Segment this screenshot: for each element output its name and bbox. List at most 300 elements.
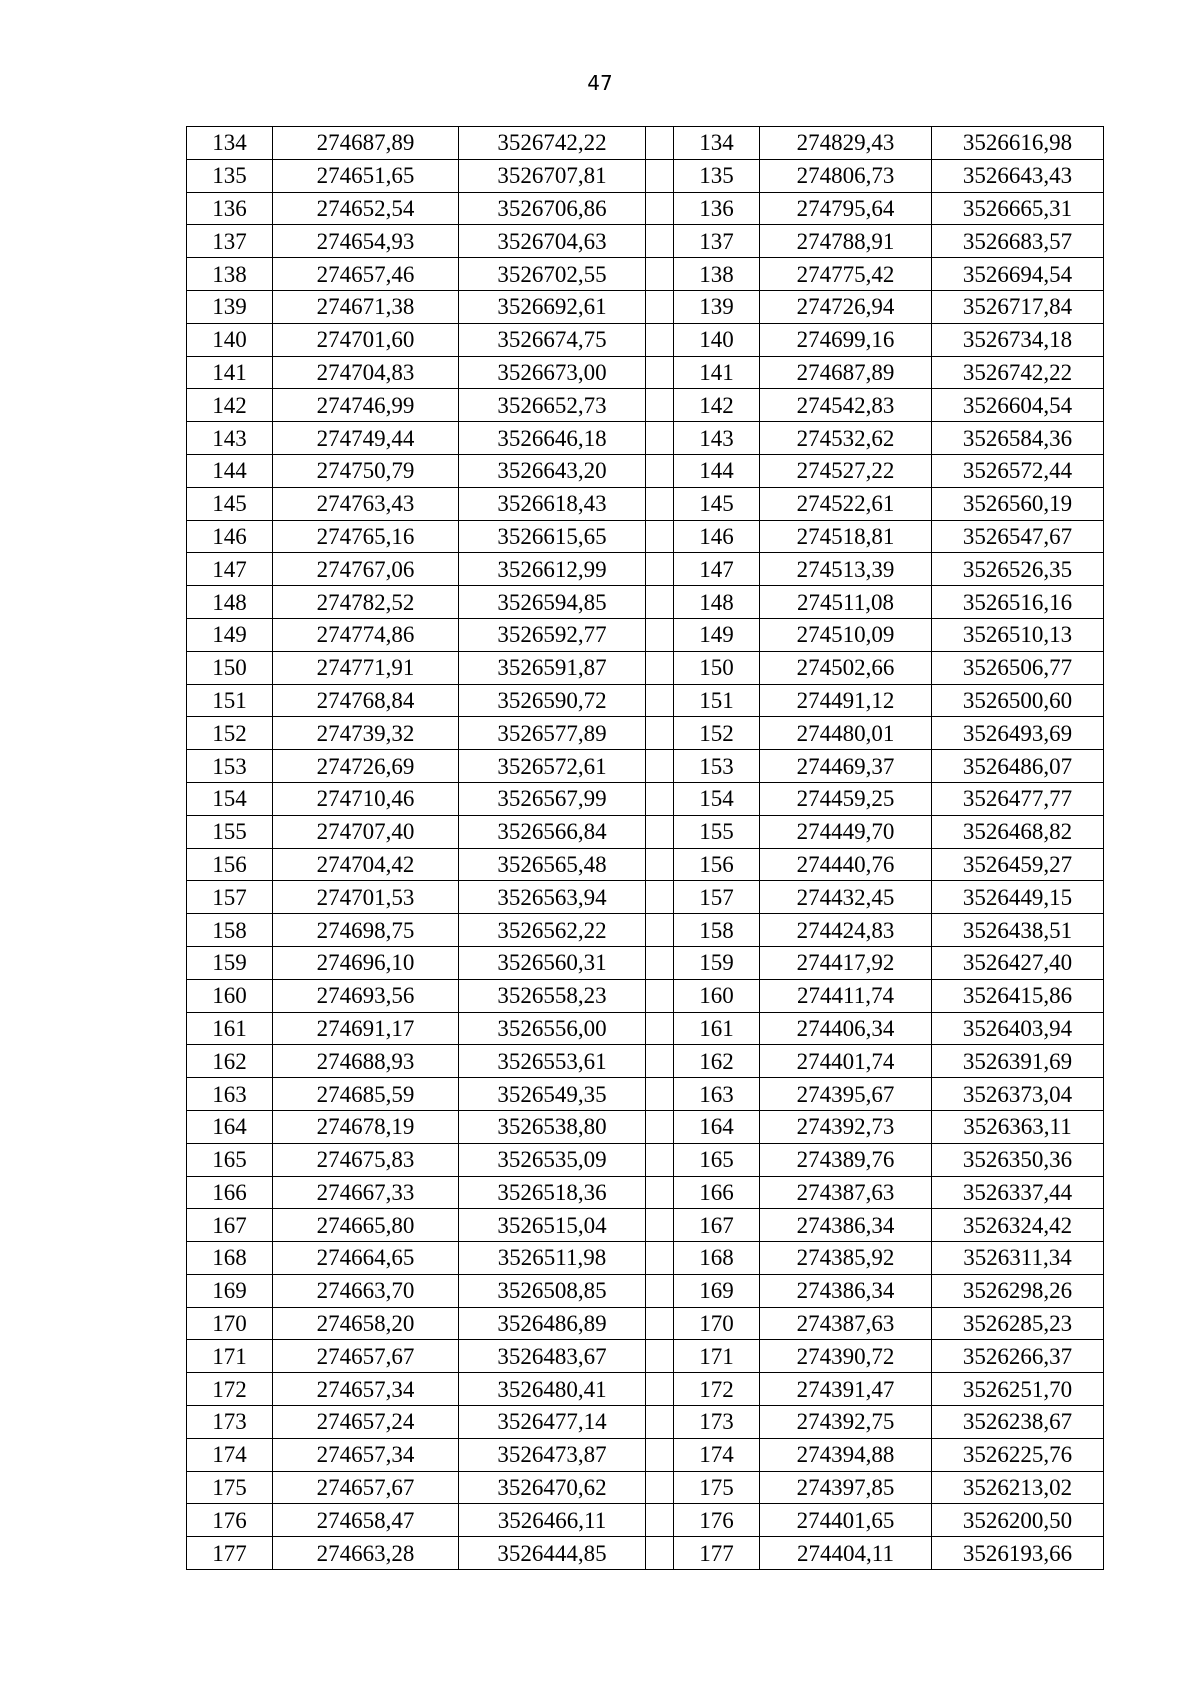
right-x-cell: 274775,42 (760, 258, 932, 291)
right-point-number-cell: 141 (674, 356, 760, 389)
spacer-cell (646, 815, 674, 848)
spacer-cell (646, 356, 674, 389)
right-x-cell: 274511,08 (760, 586, 932, 619)
left-y-cell: 3526558,23 (459, 979, 646, 1012)
right-point-number-cell: 162 (674, 1045, 760, 1078)
left-y-cell: 3526486,89 (459, 1307, 646, 1340)
table-row (187, 1242, 1104, 1275)
left-x-cell: 274767,06 (273, 553, 459, 586)
left-point-number-cell: 169 (187, 1274, 273, 1307)
left-y-cell: 3526567,99 (459, 782, 646, 815)
right-y-cell: 3526427,40 (932, 946, 1104, 979)
left-x-cell: 274691,17 (273, 1012, 459, 1045)
right-y-cell: 3526298,26 (932, 1274, 1104, 1307)
left-x-cell: 274750,79 (273, 454, 459, 487)
spacer-cell (646, 127, 674, 160)
right-y-cell: 3526438,51 (932, 914, 1104, 947)
right-point-number-cell: 157 (674, 881, 760, 914)
left-y-cell: 3526572,61 (459, 750, 646, 783)
right-point-number-cell: 165 (674, 1143, 760, 1176)
right-point-number-cell: 138 (674, 258, 760, 291)
right-x-cell: 274510,09 (760, 618, 932, 651)
right-x-cell: 274392,73 (760, 1110, 932, 1143)
left-x-cell: 274657,34 (273, 1373, 459, 1406)
left-point-number-cell: 171 (187, 1340, 273, 1373)
spacer-cell (646, 1110, 674, 1143)
left-y-cell: 3526553,61 (459, 1045, 646, 1078)
left-x-cell: 274687,89 (273, 127, 459, 160)
right-point-number-cell: 137 (674, 225, 760, 258)
left-x-cell: 274693,56 (273, 979, 459, 1012)
left-point-number-cell: 168 (187, 1242, 273, 1275)
spacer-cell (646, 1045, 674, 1078)
spacer-cell (646, 586, 674, 619)
left-point-number-cell: 167 (187, 1209, 273, 1242)
page-number: 47 (587, 71, 613, 95)
right-y-cell: 3526547,67 (932, 520, 1104, 553)
left-point-number-cell: 176 (187, 1504, 273, 1537)
table-row (187, 848, 1104, 881)
left-point-number-cell: 163 (187, 1078, 273, 1111)
table-row (187, 586, 1104, 619)
spacer-cell (646, 1471, 674, 1504)
right-y-cell: 3526572,44 (932, 454, 1104, 487)
left-point-number-cell: 159 (187, 946, 273, 979)
left-y-cell: 3526592,77 (459, 618, 646, 651)
right-point-number-cell: 135 (674, 159, 760, 192)
right-y-cell: 3526643,43 (932, 159, 1104, 192)
left-point-number-cell: 149 (187, 618, 273, 651)
left-x-cell: 274664,65 (273, 1242, 459, 1275)
right-point-number-cell: 149 (674, 618, 760, 651)
spacer-cell (646, 1274, 674, 1307)
right-x-cell: 274387,63 (760, 1176, 932, 1209)
left-x-cell: 274768,84 (273, 684, 459, 717)
left-x-cell: 274657,46 (273, 258, 459, 291)
left-y-cell: 3526615,65 (459, 520, 646, 553)
left-point-number-cell: 141 (187, 356, 273, 389)
right-point-number-cell: 148 (674, 586, 760, 619)
right-y-cell: 3526403,94 (932, 1012, 1104, 1045)
left-point-number-cell: 172 (187, 1373, 273, 1406)
right-point-number-cell: 147 (674, 553, 760, 586)
right-x-cell: 274806,73 (760, 159, 932, 192)
left-y-cell: 3526706,86 (459, 192, 646, 225)
right-y-cell: 3526213,02 (932, 1471, 1104, 1504)
right-y-cell: 3526510,13 (932, 618, 1104, 651)
table-row (187, 1307, 1104, 1340)
right-point-number-cell: 172 (674, 1373, 760, 1406)
left-point-number-cell: 175 (187, 1471, 273, 1504)
table-row (187, 1176, 1104, 1209)
table-row (187, 717, 1104, 750)
spacer-cell (646, 1406, 674, 1439)
table-row (187, 356, 1104, 389)
table-row (187, 520, 1104, 553)
right-x-cell: 274406,34 (760, 1012, 932, 1045)
left-x-cell: 274657,67 (273, 1471, 459, 1504)
right-y-cell: 3526373,04 (932, 1078, 1104, 1111)
right-y-cell: 3526225,76 (932, 1438, 1104, 1471)
left-point-number-cell: 134 (187, 127, 273, 160)
left-y-cell: 3526707,81 (459, 159, 646, 192)
right-point-number-cell: 166 (674, 1176, 760, 1209)
left-point-number-cell: 162 (187, 1045, 273, 1078)
right-x-cell: 274404,11 (760, 1537, 932, 1570)
spacer-cell (646, 782, 674, 815)
left-y-cell: 3526692,61 (459, 290, 646, 323)
spacer-cell (646, 520, 674, 553)
left-y-cell: 3526556,00 (459, 1012, 646, 1045)
table-row (187, 225, 1104, 258)
right-point-number-cell: 150 (674, 651, 760, 684)
left-y-cell: 3526742,22 (459, 127, 646, 160)
right-point-number-cell: 158 (674, 914, 760, 947)
left-point-number-cell: 174 (187, 1438, 273, 1471)
left-x-cell: 274678,19 (273, 1110, 459, 1143)
right-x-cell: 274401,74 (760, 1045, 932, 1078)
left-y-cell: 3526538,80 (459, 1110, 646, 1143)
table-row (187, 684, 1104, 717)
spacer-cell (646, 422, 674, 455)
left-x-cell: 274675,83 (273, 1143, 459, 1176)
right-x-cell: 274417,92 (760, 946, 932, 979)
spacer-cell (646, 1143, 674, 1176)
right-point-number-cell: 168 (674, 1242, 760, 1275)
left-x-cell: 274782,52 (273, 586, 459, 619)
right-point-number-cell: 140 (674, 323, 760, 356)
left-x-cell: 274704,83 (273, 356, 459, 389)
left-x-cell: 274710,46 (273, 782, 459, 815)
right-x-cell: 274513,39 (760, 553, 932, 586)
table-row (187, 946, 1104, 979)
left-y-cell: 3526562,22 (459, 914, 646, 947)
right-point-number-cell: 159 (674, 946, 760, 979)
table-row (187, 192, 1104, 225)
right-point-number-cell: 177 (674, 1537, 760, 1570)
left-point-number-cell: 164 (187, 1110, 273, 1143)
left-point-number-cell: 145 (187, 487, 273, 520)
table-row (187, 1274, 1104, 1307)
left-y-cell: 3526643,20 (459, 454, 646, 487)
table-row (187, 750, 1104, 783)
spacer-cell (646, 881, 674, 914)
right-x-cell: 274389,76 (760, 1143, 932, 1176)
left-y-cell: 3526560,31 (459, 946, 646, 979)
coordinates-table-body (187, 127, 1104, 1570)
right-point-number-cell: 152 (674, 717, 760, 750)
right-x-cell: 274532,62 (760, 422, 932, 455)
right-x-cell: 274726,94 (760, 290, 932, 323)
left-x-cell: 274651,65 (273, 159, 459, 192)
left-y-cell: 3526594,85 (459, 586, 646, 619)
right-y-cell: 3526251,70 (932, 1373, 1104, 1406)
table-row (187, 127, 1104, 160)
left-y-cell: 3526590,72 (459, 684, 646, 717)
left-y-cell: 3526508,85 (459, 1274, 646, 1307)
right-y-cell: 3526506,77 (932, 651, 1104, 684)
left-y-cell: 3526674,75 (459, 323, 646, 356)
left-point-number-cell: 150 (187, 651, 273, 684)
right-x-cell: 274395,67 (760, 1078, 932, 1111)
left-y-cell: 3526704,63 (459, 225, 646, 258)
left-x-cell: 274657,24 (273, 1406, 459, 1439)
right-x-cell: 274788,91 (760, 225, 932, 258)
left-y-cell: 3526515,04 (459, 1209, 646, 1242)
table-row (187, 782, 1104, 815)
right-x-cell: 274459,25 (760, 782, 932, 815)
right-y-cell: 3526391,69 (932, 1045, 1104, 1078)
left-y-cell: 3526652,73 (459, 389, 646, 422)
right-y-cell: 3526238,67 (932, 1406, 1104, 1439)
right-x-cell: 274390,72 (760, 1340, 932, 1373)
left-point-number-cell: 158 (187, 914, 273, 947)
right-y-cell: 3526734,18 (932, 323, 1104, 356)
left-point-number-cell: 177 (187, 1537, 273, 1570)
left-x-cell: 274696,10 (273, 946, 459, 979)
right-y-cell: 3526324,42 (932, 1209, 1104, 1242)
table-row (187, 1078, 1104, 1111)
table-row (187, 258, 1104, 291)
left-x-cell: 274685,59 (273, 1078, 459, 1111)
right-point-number-cell: 134 (674, 127, 760, 160)
right-x-cell: 274397,85 (760, 1471, 932, 1504)
left-point-number-cell: 170 (187, 1307, 273, 1340)
right-y-cell: 3526350,36 (932, 1143, 1104, 1176)
spacer-cell (646, 192, 674, 225)
left-x-cell: 274698,75 (273, 914, 459, 947)
left-x-cell: 274652,54 (273, 192, 459, 225)
table-row (187, 487, 1104, 520)
left-y-cell: 3526480,41 (459, 1373, 646, 1406)
spacer-cell (646, 1176, 674, 1209)
right-x-cell: 274795,64 (760, 192, 932, 225)
table-row (187, 914, 1104, 947)
right-x-cell: 274387,63 (760, 1307, 932, 1340)
left-x-cell: 274658,47 (273, 1504, 459, 1537)
left-x-cell: 274749,44 (273, 422, 459, 455)
left-point-number-cell: 147 (187, 553, 273, 586)
left-x-cell: 274746,99 (273, 389, 459, 422)
spacer-cell (646, 1307, 674, 1340)
right-x-cell: 274469,37 (760, 750, 932, 783)
right-point-number-cell: 173 (674, 1406, 760, 1439)
left-y-cell: 3526565,48 (459, 848, 646, 881)
right-y-cell: 3526415,86 (932, 979, 1104, 1012)
right-x-cell: 274829,43 (760, 127, 932, 160)
right-x-cell: 274542,83 (760, 389, 932, 422)
left-y-cell: 3526673,00 (459, 356, 646, 389)
right-x-cell: 274386,34 (760, 1209, 932, 1242)
left-x-cell: 274707,40 (273, 815, 459, 848)
right-y-cell: 3526363,11 (932, 1110, 1104, 1143)
left-point-number-cell: 152 (187, 717, 273, 750)
left-point-number-cell: 155 (187, 815, 273, 848)
left-x-cell: 274763,43 (273, 487, 459, 520)
spacer-cell (646, 1504, 674, 1537)
table-row (187, 1340, 1104, 1373)
left-x-cell: 274671,38 (273, 290, 459, 323)
spacer-cell (646, 290, 674, 323)
left-y-cell: 3526518,36 (459, 1176, 646, 1209)
left-y-cell: 3526646,18 (459, 422, 646, 455)
right-point-number-cell: 169 (674, 1274, 760, 1307)
right-y-cell: 3526493,69 (932, 717, 1104, 750)
left-point-number-cell: 146 (187, 520, 273, 553)
table-row (187, 1504, 1104, 1537)
left-point-number-cell: 156 (187, 848, 273, 881)
right-point-number-cell: 143 (674, 422, 760, 455)
right-x-cell: 274522,61 (760, 487, 932, 520)
left-point-number-cell: 173 (187, 1406, 273, 1439)
right-x-cell: 274385,92 (760, 1242, 932, 1275)
spacer-cell (646, 1537, 674, 1570)
table-row (187, 1143, 1104, 1176)
left-y-cell: 3526473,87 (459, 1438, 646, 1471)
right-point-number-cell: 151 (674, 684, 760, 717)
right-point-number-cell: 163 (674, 1078, 760, 1111)
table-row (187, 422, 1104, 455)
right-point-number-cell: 171 (674, 1340, 760, 1373)
right-x-cell: 274449,70 (760, 815, 932, 848)
left-y-cell: 3526618,43 (459, 487, 646, 520)
spacer-cell (646, 848, 674, 881)
left-x-cell: 274657,67 (273, 1340, 459, 1373)
spacer-cell (646, 258, 674, 291)
right-x-cell: 274391,47 (760, 1373, 932, 1406)
spacer-cell (646, 454, 674, 487)
right-x-cell: 274394,88 (760, 1438, 932, 1471)
left-point-number-cell: 165 (187, 1143, 273, 1176)
right-point-number-cell: 161 (674, 1012, 760, 1045)
right-y-cell: 3526200,50 (932, 1504, 1104, 1537)
table-row (187, 290, 1104, 323)
coordinates-table (186, 126, 1104, 1570)
right-x-cell: 274527,22 (760, 454, 932, 487)
left-y-cell: 3526563,94 (459, 881, 646, 914)
right-x-cell: 274401,65 (760, 1504, 932, 1537)
table-row (187, 881, 1104, 914)
spacer-cell (646, 1340, 674, 1373)
right-x-cell: 274392,75 (760, 1406, 932, 1439)
left-y-cell: 3526535,09 (459, 1143, 646, 1176)
right-y-cell: 3526449,15 (932, 881, 1104, 914)
left-point-number-cell: 153 (187, 750, 273, 783)
left-point-number-cell: 151 (187, 684, 273, 717)
right-y-cell: 3526616,98 (932, 127, 1104, 160)
right-point-number-cell: 175 (674, 1471, 760, 1504)
right-point-number-cell: 136 (674, 192, 760, 225)
spacer-cell (646, 1078, 674, 1111)
spacer-cell (646, 651, 674, 684)
spacer-cell (646, 1242, 674, 1275)
left-point-number-cell: 138 (187, 258, 273, 291)
left-x-cell: 274739,32 (273, 717, 459, 750)
right-point-number-cell: 164 (674, 1110, 760, 1143)
left-x-cell: 274726,69 (273, 750, 459, 783)
spacer-cell (646, 1012, 674, 1045)
right-x-cell: 274480,01 (760, 717, 932, 750)
table-row (187, 1438, 1104, 1471)
table-row (187, 618, 1104, 651)
right-y-cell: 3526526,35 (932, 553, 1104, 586)
right-x-cell: 274386,34 (760, 1274, 932, 1307)
right-point-number-cell: 170 (674, 1307, 760, 1340)
spacer-cell (646, 389, 674, 422)
left-point-number-cell: 140 (187, 323, 273, 356)
table-row (187, 553, 1104, 586)
left-point-number-cell: 137 (187, 225, 273, 258)
left-y-cell: 3526702,55 (459, 258, 646, 291)
right-point-number-cell: 155 (674, 815, 760, 848)
spacer-cell (646, 717, 674, 750)
table-row (187, 1209, 1104, 1242)
right-x-cell: 274440,76 (760, 848, 932, 881)
right-y-cell: 3526694,54 (932, 258, 1104, 291)
right-y-cell: 3526584,36 (932, 422, 1104, 455)
right-x-cell: 274699,16 (760, 323, 932, 356)
left-y-cell: 3526477,14 (459, 1406, 646, 1439)
right-point-number-cell: 142 (674, 389, 760, 422)
table-row (187, 389, 1104, 422)
left-y-cell: 3526511,98 (459, 1242, 646, 1275)
left-point-number-cell: 139 (187, 290, 273, 323)
left-y-cell: 3526566,84 (459, 815, 646, 848)
spacer-cell (646, 1373, 674, 1406)
right-y-cell: 3526311,34 (932, 1242, 1104, 1275)
table-row (187, 159, 1104, 192)
right-y-cell: 3526665,31 (932, 192, 1104, 225)
right-x-cell: 274502,66 (760, 651, 932, 684)
spacer-cell (646, 1209, 674, 1242)
right-y-cell: 3526193,66 (932, 1537, 1104, 1570)
left-x-cell: 274704,42 (273, 848, 459, 881)
right-y-cell: 3526516,16 (932, 586, 1104, 619)
right-y-cell: 3526742,22 (932, 356, 1104, 389)
left-point-number-cell: 136 (187, 192, 273, 225)
spacer-cell (646, 225, 674, 258)
spacer-cell (646, 750, 674, 783)
left-y-cell: 3526549,35 (459, 1078, 646, 1111)
left-x-cell: 274774,86 (273, 618, 459, 651)
left-x-cell: 274658,20 (273, 1307, 459, 1340)
spacer-cell (646, 553, 674, 586)
spacer-cell (646, 618, 674, 651)
left-x-cell: 274657,34 (273, 1438, 459, 1471)
left-y-cell: 3526470,62 (459, 1471, 646, 1504)
right-point-number-cell: 167 (674, 1209, 760, 1242)
right-y-cell: 3526604,54 (932, 389, 1104, 422)
spacer-cell (646, 1438, 674, 1471)
left-point-number-cell: 142 (187, 389, 273, 422)
left-y-cell: 3526444,85 (459, 1537, 646, 1570)
right-y-cell: 3526468,82 (932, 815, 1104, 848)
right-point-number-cell: 153 (674, 750, 760, 783)
right-x-cell: 274687,89 (760, 356, 932, 389)
table-row (187, 651, 1104, 684)
spacer-cell (646, 684, 674, 717)
right-x-cell: 274491,12 (760, 684, 932, 717)
left-y-cell: 3526612,99 (459, 553, 646, 586)
right-x-cell: 274518,81 (760, 520, 932, 553)
left-point-number-cell: 154 (187, 782, 273, 815)
right-point-number-cell: 139 (674, 290, 760, 323)
left-y-cell: 3526483,67 (459, 1340, 646, 1373)
right-point-number-cell: 160 (674, 979, 760, 1012)
table-row (187, 1045, 1104, 1078)
right-point-number-cell: 174 (674, 1438, 760, 1471)
left-x-cell: 274654,93 (273, 225, 459, 258)
